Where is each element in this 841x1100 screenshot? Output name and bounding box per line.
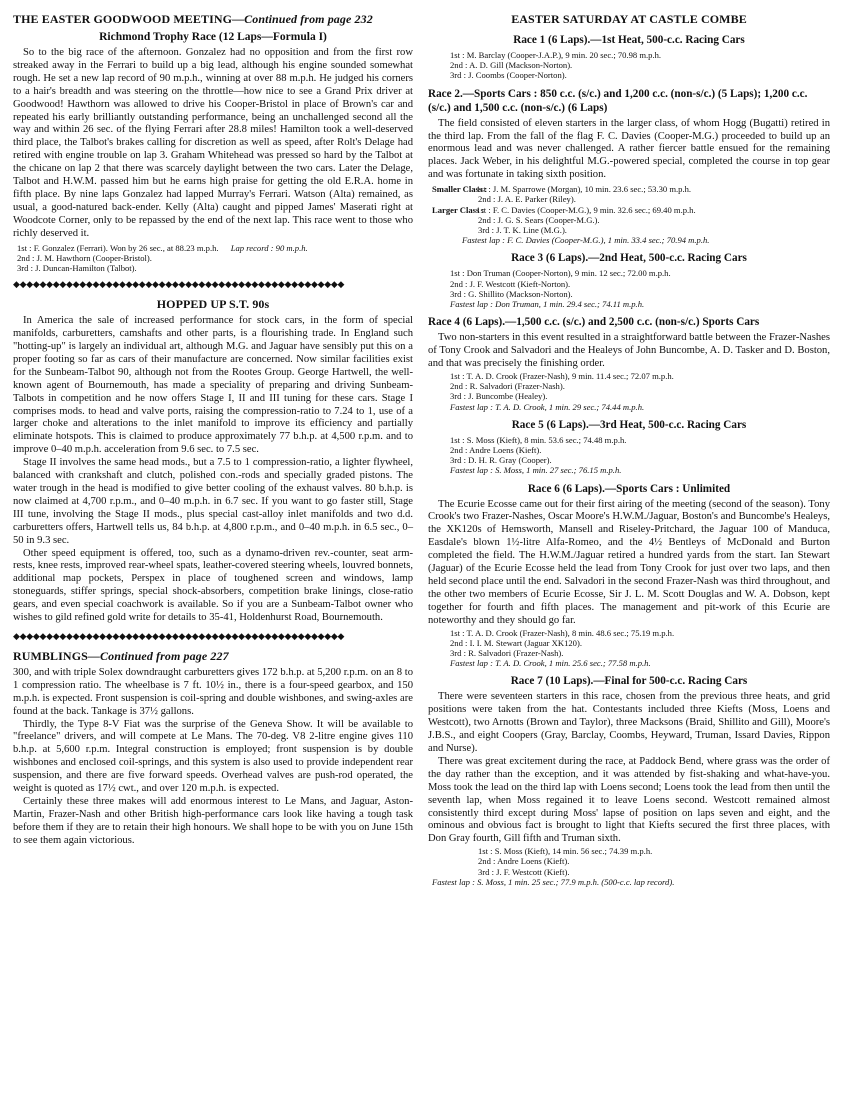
result-line: Larger Class : 1st : F. C. Davies (Cooper-M.G.), 9 min. 32.6 sec.; 69.40 m.p.h. bbox=[432, 204, 696, 215]
result-line: 3rd : R. Salvadori (Frazer-Nash). bbox=[450, 647, 564, 658]
hopped-para: Other speed equipment is offered, too, such as a dynamo-driven rev.-counter, seat arm-rests, knee rests, improved rear-wheel spats, leather-covered steering wheels, louvred bonnets, additional map pockets, Perspex in place of toughened screen and windows, lamp stoneguards, stiffer springs, special shock-absorbers, competition brake linings, close-ratio gears, and even special coachwork is available. So if you are a Sunbeam-Talbot owner who wishes to gild refined gold write for details to 35-41, Holdenhurst Road, Bournemouth. bbox=[13, 547, 413, 624]
fastest-lap: Fastest lap : T. A. D. Crook, 1 min. 29 sec.; 74.44 m.p.h. bbox=[450, 401, 645, 412]
result-line: 3rd : J. Coombs (Cooper-Norton). bbox=[450, 70, 567, 81]
result-line: 3rd : J. Duncan-Hamilton (Talbot). bbox=[17, 263, 137, 273]
class-label: Larger Class : bbox=[432, 204, 485, 215]
result-line: 3rd : J. Buncombe (Healey). bbox=[450, 391, 548, 402]
result-line: 3rd : J. T. K. Line (M.G.). bbox=[478, 224, 567, 235]
result-line: 1st : Don Truman (Cooper-Norton), 9 min. 12 sec.; 72.00 m.p.h. bbox=[450, 268, 671, 279]
race-results bbox=[428, 268, 830, 309]
fastest-lap: Fastest lap : F. C. Davies (Cooper-M.G.), 1 min. 33.4 sec.; 70.94 m.p.h. bbox=[462, 235, 710, 246]
result-line: 2nd : Andre Loens (Kieft). bbox=[450, 444, 542, 455]
race-title: Race 1 (6 Laps).—1st Heat, 500-c.c. Racing Cars bbox=[513, 34, 745, 46]
race-body: The Ecurie Ecosse came out for their first airing of the meeting (second of the season). Tony Crook's two Frazer-Nashes, Oscar Moore's H.W.M./Jaguar, Boston's and Buncombe's Healeys, the XK120s of Hemsworth, Mansell and Riseley-Pritchard, the Jaguar 100 of Manduca, Easdale's blown 1½-litre Alfa-Romeo, and the 4½ Bentleys of McDonald and Burton completed the field. The H.W.M./Jaguar retired a hundred yards from the start. Ian Stewart (Jaguar) of the Ecurie Ecosse held the lead from Tony Crook for just over two laps, and then held second place until the end. Salvadori in the second Frazer-Nash was third throughout, and the other two members of Ecurie Ecosse, Sir J. L. M. Scott Douglas and W. A. Dobson, kept together for fourth and fifth places. The management and pit-work of this Ecurie are noteworthy and they should go far. bbox=[428, 498, 830, 626]
rumblings-header bbox=[13, 649, 413, 664]
result-line: 2nd : A. D. Gill (Mackson-Norton). bbox=[450, 60, 573, 71]
race-results bbox=[428, 846, 830, 877]
lap-record: Lap record : 90 m.p.h. bbox=[230, 242, 308, 253]
rumblings-para: Certainly these three makes will add enormous interest to Le Mans, and Jaguar, Aston-Martin, Frazer-Nash and other British high-performance cars look like having a tough task before them if they are to retain their high honours. We shall hope to be with you on June 15th to see them again victorious. bbox=[13, 796, 413, 846]
race-results bbox=[428, 877, 830, 887]
result-line: 2nd : Andre Loens (Kieft). bbox=[478, 856, 570, 867]
race-title: Race 2.—Sports Cars : 850 c.c. (s/c.) and 1,200 c.c. (non-s/c.) (5 Laps); 1,200 c.c. (s/c.) and 1,500 c.c. (non-s/c.) (6 Laps) bbox=[428, 87, 808, 114]
fastest-lap: Fastest lap : S. Moss, 1 min. 25 sec.; 77.9 m.p.h. (500-c.c. lap record). bbox=[432, 876, 675, 887]
section-divider: ◆◆◆◆◆◆◆◆◆◆◆◆◆◆◆◆◆◆◆◆◆◆◆◆◆◆◆◆◆◆◆◆◆◆◆◆◆◆◆◆◆◆◆◆◆◆◆◆◆◆ bbox=[13, 630, 345, 641]
result-line: 1st : F. Gonzalez (Ferrari). Won by 26 sec., at 88.23 m.p.h. Lap record : 90 m.p.h. bbox=[17, 242, 308, 253]
race-title: Race 5 (6 Laps).—3rd Heat, 500-c.c. Racing Cars bbox=[511, 418, 747, 431]
result-line: 2nd : J. G. S. Sears (Cooper-M.G.). bbox=[478, 214, 600, 225]
result-line: 3rd : J. F. Westcott (Kieft). bbox=[478, 866, 570, 877]
rumblings-title: RUMBLINGS bbox=[13, 648, 88, 663]
result-line: 1st : S. Moss (Kieft), 8 min. 53.6 sec.; 74.48 m.p.h. bbox=[450, 434, 627, 445]
race-body: The field consisted of eleven starters in the larger class, of whom Hogg (Bugatti) retired in the third lap. From the fall of the flag F. C. Davies (Cooper-M.G.) proceeded to build up an enormous lead and was never challenged. A rather fiercer battle ensued for the remaining places. Jack Weber, in his delightful M.G.-powered special, completed the course in top gear and was fortunate in taking sixth position. bbox=[428, 117, 830, 181]
goodwood-header bbox=[13, 12, 413, 27]
result-line: Smaller Class : 1st : J. M. Sparrowe (Morgan), 10 min. 23.6 sec.; 53.30 m.p.h. bbox=[432, 184, 692, 195]
race-title: Race 6 (6 Laps).—Sports Cars : Unlimited bbox=[527, 482, 731, 495]
goodwood-title: THE EASTER GOODWOOD MEETING bbox=[13, 12, 233, 26]
castle-combe-title: EASTER SATURDAY AT CASTLE COMBE bbox=[511, 12, 747, 26]
result-line: 3rd : D. H. R. Gray (Cooper). bbox=[450, 455, 552, 466]
fastest-lap: Fastest lap : S. Moss, 1 min. 27 sec.; 76.15 m.p.h. bbox=[450, 465, 622, 476]
result-line: 3rd : G. Shillito (Mackson-Norton). bbox=[450, 288, 573, 299]
hopped-para: In America the sale of increased performance for stock cars, in the form of special manifolds, carburetters, camshafts and other parts, is a flourishing trade. In England such "hotting-up" is largely an individual art, although M.G. and Jaguar have sensibly put this on a proper footing so far as cars of their manufacture are concerned. Now similar facilities exist for the Sunbeam-Talbot 90, although not from the Rootes Group. George Hartwell, the well-known agent of Bournemouth, has made a speciality of preparing and driving Sunbeam-Talbots in competition and he now offers Stage I, II and III tuning for these cars. Stage I comprises mods. to head and valve ports, raising the compression-ratio to 7.24 to 1, use of a larger choke and alterations to the inlet manifold to improve its efficiency and partially eliminate hotspots. This is claimed to produce approximately 77 b.h.p. at 4,500 r.p.m. and to improve 0–40 m.p.h. acceleration from 9.6 sec. to 7.5 sec. bbox=[13, 315, 413, 456]
goodwood-continued: —Continued from page 232 bbox=[232, 12, 373, 26]
rumblings-para: Thirdly, the Type 8-V Fiat was the surprise of the Geneva Show. It will be available to "freelance" drivers, and will compete at Le Mans. The 70-deg. V8 2-litre engine gives 110 b.h.p. at 5,600 r.p.m. Integral construction is employed; front suspension is by double wishbones and enclosed coil-springs, and this system is also used to provide independent rear suspension, and there are five forward speeds. Overhead valves are push-rod operated, the weight is quoted as 17½ cwt., and over 120 m.p.h. is expected. bbox=[13, 718, 413, 795]
hopped-title: HOPPED UP S.T. 90s bbox=[156, 297, 270, 312]
left-column bbox=[13, 12, 413, 848]
section-divider: ◆◆◆◆◆◆◆◆◆◆◆◆◆◆◆◆◆◆◆◆◆◆◆◆◆◆◆◆◆◆◆◆◆◆◆◆◆◆◆◆◆◆◆◆◆◆◆◆◆◆ bbox=[13, 279, 345, 290]
race-title: Race 3 (6 Laps).—2nd Heat, 500-c.c. Racing Cars bbox=[511, 252, 747, 265]
hopped-para: Stage II involves the same head mods., but a 7.5 to 1 compression-ratio, a lighter flywheel, balanced with crankshaft and clutch, polished con.-rods and specially graded pistons. The water trough in the head is modified to give better cooling of the exhaust valves. 80 b.h.p. is now claimed at 4,700 r.p.m., and 0–40 m.p.h. in 6.7 sec. If you want to go faster still, Stage III tune, involving the Stage II mods., plus special cast-alloy inlet manifolds and two d.d. carburetters offers, Hartwell tells us, 84 b.h.p. at 4,800 r.p.m., and 0–40 m.p.h. in 6.5 sec., 0–50 in 9.3 sec. bbox=[13, 457, 413, 546]
result-line: 1st : M. Barclay (Cooper-J.A.P.), 9 min. 20 sec.; 70.98 m.p.h. bbox=[450, 50, 662, 60]
fastest-lap: Fastest lap : T. A. D. Crook, 1 min. 25.6 sec.; 77.58 m.p.h. bbox=[450, 658, 651, 669]
richmond-body: So to the big race of the afternoon. Gonzalez had no opposition and from the first row streaked away in the Ferrari to build up a big lead, although his engine sounded somewhat rough. He set a new lap record of 90 m.p.h., winning at over 88 m.p.h. He judged his corners to a hair's breadth and was steering on the throttle—how nice to see a Grand Prix driver at Goodwood! Hawthorn was allowed to drive his Cooper-Bristol in place of Brown's car and repeated his early brilliantly outstanding performance, being an unchallenged second all the way and within 26 sec. of the flying Ferrari after 28.8 miles! Hamilton took a well-deserved third place, the Talbot's brakes calling for discretion as well as speed, after Rolt's Delage had retired with engine trouble on lap 3. Graham Whitehead was pressed so hard by the Talbot at the chicane on lap 2 that there was scarcely daylight between the two cars. Later the Delage, Talbot and H.W.M. passed him but he earns high praise for getting the old E.R.A. home in fifth place. By nine laps Gonzalez had lapped Murray's Ferrari. Watson (Alta) remained, as usual, a good-natured back-ender. Kelly (Alta) caught and pipped James' Maserati right at Woodcote Corner, only to be repassed by the end of the next lap. This race went to those who richly deserved it. bbox=[13, 47, 413, 239]
result-line: 1st : T. A. D. Crook (Frazer-Nash), 9 min. 11.4 sec.; 72.07 m.p.h. bbox=[450, 370, 674, 381]
race-body: There were seventeen starters in this race, chosen from the previous three heats, and grid positions were taken from the hat. Contestants included three Kiefts (Moss, Loens and Westcott), two Arnotts (Brown and Taylor), three Macksons (Braid, Shillito and Gill), Moore's J.B.S., and eight Coopers (Gray, Barclay, Coombs, Heyward, Truman, Issard Davies, Rippon and Nurse). bbox=[428, 691, 830, 755]
race-results bbox=[428, 371, 830, 412]
rumblings-para: 300, and with triple Solex downdraught carburetters gives 172 b.h.p. at 5,200 r.p.m. on an 8 to 1 compression ratio. The wheelbase is 7 ft. 10½ in., there is a four-speed gearbox, and 150 m.p.h. is expected. Front suspension is coil-spring and double wishbones, and swing-axles are found at the back. Tankage is 37½ gallons. bbox=[13, 666, 413, 717]
race-results bbox=[428, 184, 830, 245]
race-body: Two non-starters in this event resulted in a straightforward battle between the Frazer-Nashes of Tony Crook and Salvadori and the Healeys of John Buncombe, A. D. Tasker and D. Boston, and that was precisely the finishing order. bbox=[428, 332, 830, 369]
right-column bbox=[428, 12, 830, 887]
result-line: 1st : T. A. D. Crook (Frazer-Nash), 8 min. 48.6 sec.; 75.19 m.p.h. bbox=[450, 627, 675, 638]
result-line: 2nd : I. I. M. Stewart (Jaguar XK120). bbox=[450, 637, 582, 648]
richmond-results bbox=[13, 243, 413, 274]
result-line: 2nd : J. A. E. Parker (Riley). bbox=[478, 194, 576, 205]
result-line: 2nd : J. F. Westcott (Kieft-Norton). bbox=[450, 278, 571, 289]
result-line: 1st : S. Moss (Kieft), 14 min. 56 sec.; 74.39 m.p.h. bbox=[478, 846, 653, 857]
race-title: Race 4 (6 Laps).—1,500 c.c. (s/c.) and 2,500 c.c. (non-s/c.) Sports Cars bbox=[428, 316, 760, 329]
race-body: There was great excitement during the race, at Paddock Bend, where grass was the order of the day rather than the exception, and it was attended by fist-shaking and what-have-you. Moss took the lead on the third lap with Loens second; Loens took the lead from then until the seventh lap, when Moss regained it to leave Loens second. Westcott remained almost consistently third except during Moss' lapse of position on laps seven and eight, and the ominous and obvious fact is brought to light that Kiefts secured the first three places, with Don Gray fourth, Gill fifth and Truman sixth. bbox=[428, 755, 830, 845]
race-results bbox=[428, 628, 830, 669]
race-title: Race 7 (10 Laps).—Final for 500-c.c. Racing Cars bbox=[510, 675, 748, 688]
race-results bbox=[428, 50, 830, 81]
richmond-subhead: Richmond Trophy Race (12 Laps—Formula I) bbox=[99, 31, 327, 43]
fastest-lap: Fastest lap : Don Truman, 1 min. 29.4 sec.; 74.11 m.p.h. bbox=[450, 298, 645, 309]
result-line: 2nd : R. Salvadori (Frazer-Nash). bbox=[450, 381, 565, 392]
class-label: Smaller Class : bbox=[432, 184, 488, 195]
race-results bbox=[428, 435, 830, 476]
result-line: 2nd : J. M. Hawthorn (Cooper-Bristol). bbox=[17, 252, 152, 263]
rumblings-continued: —Continued from page 227 bbox=[87, 648, 229, 663]
